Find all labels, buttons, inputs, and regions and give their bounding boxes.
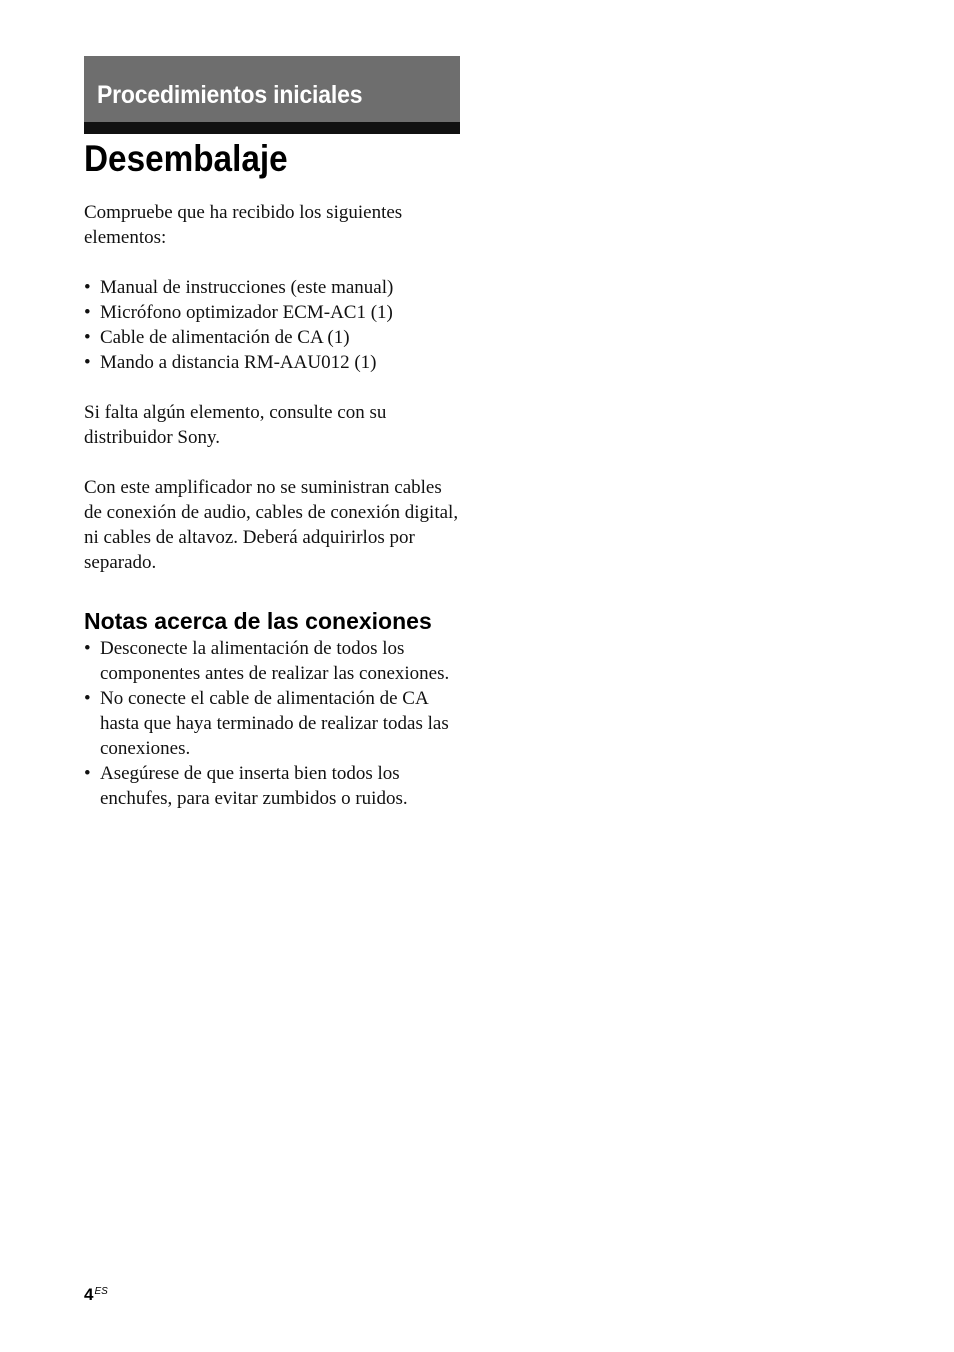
page-title: Desembalaje (84, 138, 288, 179)
missing-items-paragraph: Si falta algún elemento, consulte con su distribuidor Sony. (84, 402, 387, 448)
list-item: • Desconecte la alimentación de todos los componentes antes de realizar las conexiones. (84, 636, 464, 686)
intro-paragraph: Compruebe que ha recibido los siguientes elementos: (84, 202, 403, 248)
notes-list (84, 636, 464, 811)
cables-paragraph: Con este amplificador no se suministran cables de conexión de audio, cables de conexión digital, ni cables de altavoz. Deberá adquirirlos por separado. (84, 477, 459, 573)
list-item: • Mando a distancia RM-AAU012 (1) (84, 350, 464, 375)
section-banner (84, 56, 460, 134)
page-language-suffix: ES (94, 1286, 108, 1297)
page-number-value: 4 (84, 1285, 94, 1304)
list-item: • Asegúrese de que inserta bien todos los enchufes, para evitar zumbidos o ruidos. (84, 761, 464, 811)
page-number (84, 1282, 108, 1305)
list-item: • Manual de instrucciones (este manual) (84, 275, 464, 300)
section-banner-label: Procedimientos iniciales (97, 81, 363, 109)
list-item: • Cable de alimentación de CA (1) (84, 325, 464, 350)
list-item: • No conecte el cable de alimentación de CA hasta que haya terminado de realizar todas las conexiones. (84, 686, 464, 761)
included-items-list (84, 275, 464, 375)
notes-heading: Notas acerca de las conexiones (84, 608, 432, 634)
list-item: • Micrófono optimizador ECM-AC1 (1) (84, 300, 464, 325)
